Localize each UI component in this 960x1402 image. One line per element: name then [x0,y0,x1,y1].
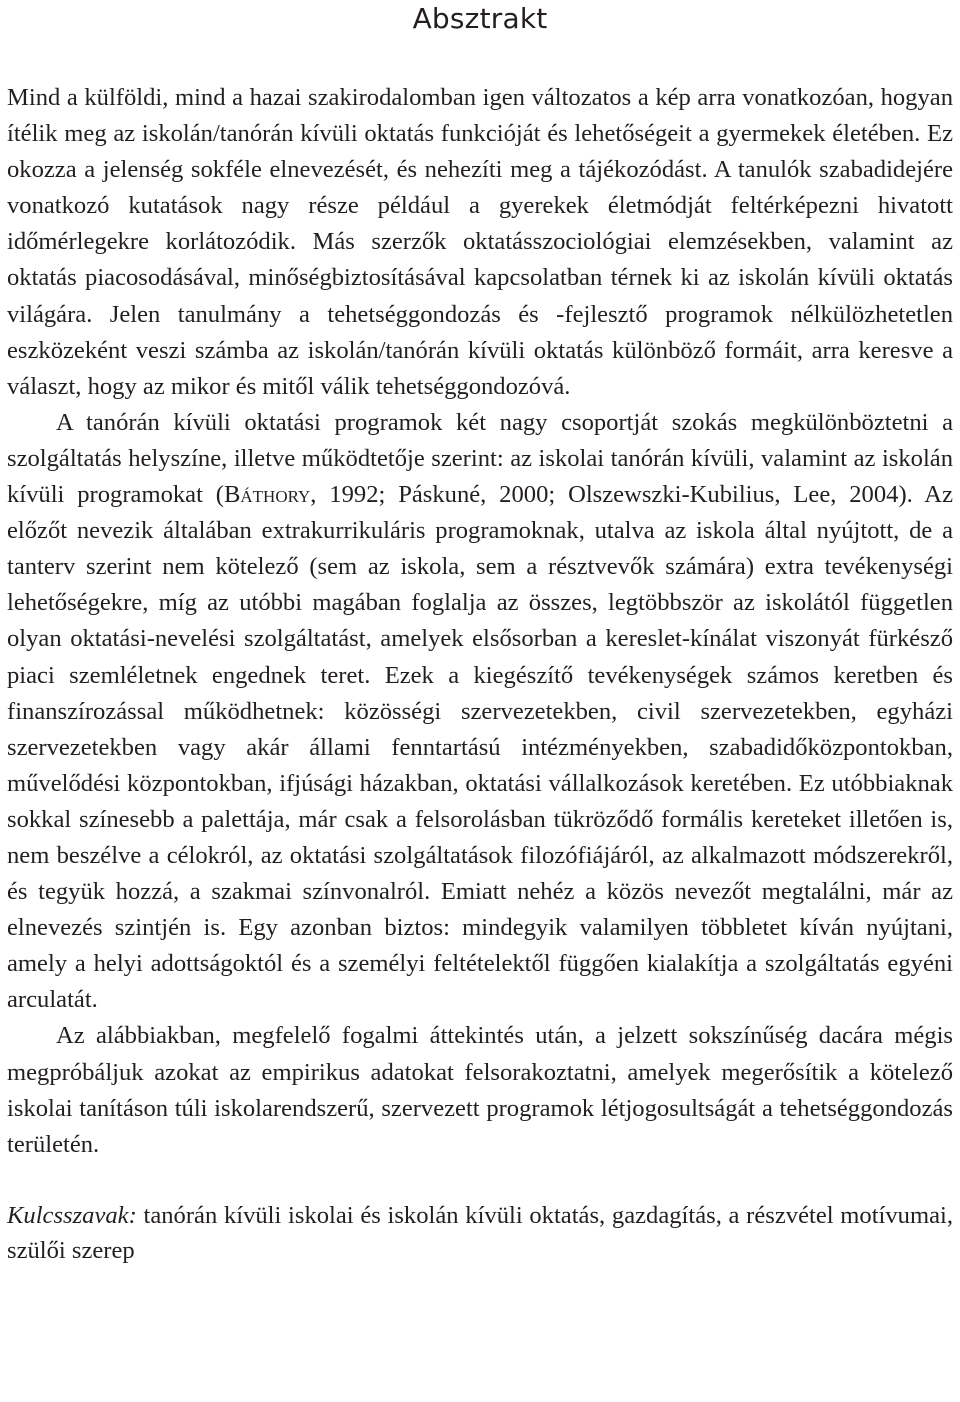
abstract-body [7,80,953,1163]
document-page [7,0,953,1268]
paragraph-1: Mind a külföldi, mind a hazai szakirodalomban igen változatos a kép arra vonatkozóan, hogyan ítélik meg az iskolán/tanórán kívüli oktatás funkcióját és lehetőségeit a gyermekek életében. Ez okozza a jelenség sokféle elnevezését, és nehezíti meg a tájékozódást. A tanulók szabadidejére vonatkozó kutatások nagy része például a gyerekek életmódját feltérképezni hivatott időmérlegekre korlátozódik. Más szerzők oktatásszociológiai elemzésekben, valamint az oktatás piacosodásával, minőségbiztosításával kapcsolatban térnek ki az iskolán kívüli oktatás világára. Jelen tanulmány a tehetséggondozás és -fejlesztő programok nélkülözhetetlen eszközeként veszi számba az iskolán/tanórán kívüli oktatás különböző formáit, arra keresve a választ, hogy az mikor és mitől válik tehetséggondozóvá. [7,84,953,400]
paragraph-2 [7,405,953,1019]
keywords-section [7,1198,953,1268]
paragraph-3: Az alábbiakban, megfelelő fogalmi áttekintés után, a jelzett sokszínűség dacára mégis megpróbáljuk azokat az empirikus adatokat felsorakoztatni, amelyek megerősítik a kötelező iskolai tanításon túli iskolarendszerű, szervezett programok létjogosultságát a tehetséggondozás területén. [7,1022,953,1158]
keywords-label: Kulcsszavak: [7,1201,137,1229]
paragraph-2-text-end: , 1992; Páskuné, 2000; Olszewszki-Kubilius, Lee, 2004). Az előzőt nevezik általában extrakurrikuláris programoknak, utalva az iskola által nyújtott, de a tanterv szerint nem kötelező (sem az iskola, sem a résztvevők számára) extra tevékenységi lehetőségekre, míg az utóbbi magában foglalja az összes, legtöbbször az iskolától független olyan oktatási-nevelési szolgáltatást, amelyek elsősorban a kereslet-kínálat viszonyát fürkésző piaci szemléletnek engednek teret. Ezek a kiegészítő tevékenységek számos keretben és finanszírozással működhetnek: közösségi szervezetekben, civil szervezetekben, egyházi szervezetekben vagy akár állami fenntartású intézményekben, szabadidőközpontokban, művelődési központokban, ifjúsági házakban, oktatási vállalkozások keretében. Ez utóbbiaknak sokkal színesebb a palettája, már csak a felsorolásban tükröződő formális kereteket illetően is, nem beszélve a célokról, az oktatási szolgáltatások filozófiájáról, az alkalmazott módszerekről, és tegyük hozzá, a szakmai színvonalról. Emiatt nehéz a közös nevezőt megtalálni, már az elnevezés szintjén is. Egy azonban biztos: mindegyik valamilyen többletet kíván nyújtani, amely a helyi adottságoktól és a személyi feltételektől függően kialakítja a szolgáltatás egyéni arculatát. [7,481,953,1014]
keywords-text: tanórán kívüli iskolai és iskolán kívüli oktatás, gazdagítás, a részvétel motívumai, szülői szerep [7,1201,953,1264]
citation-author: Báthory [223,481,311,509]
paragraph-2-text-start: A tanórán kívüli oktatási programok két nagy csoportját szokás megkülönböztetni a szolgáltatás helyszíne, illetve működtetője szerint: az iskolai tanórán kívüli, valamint az iskolán kívüli programokat ( [7,408,953,509]
page-title: Absztrakt [412,2,548,35]
